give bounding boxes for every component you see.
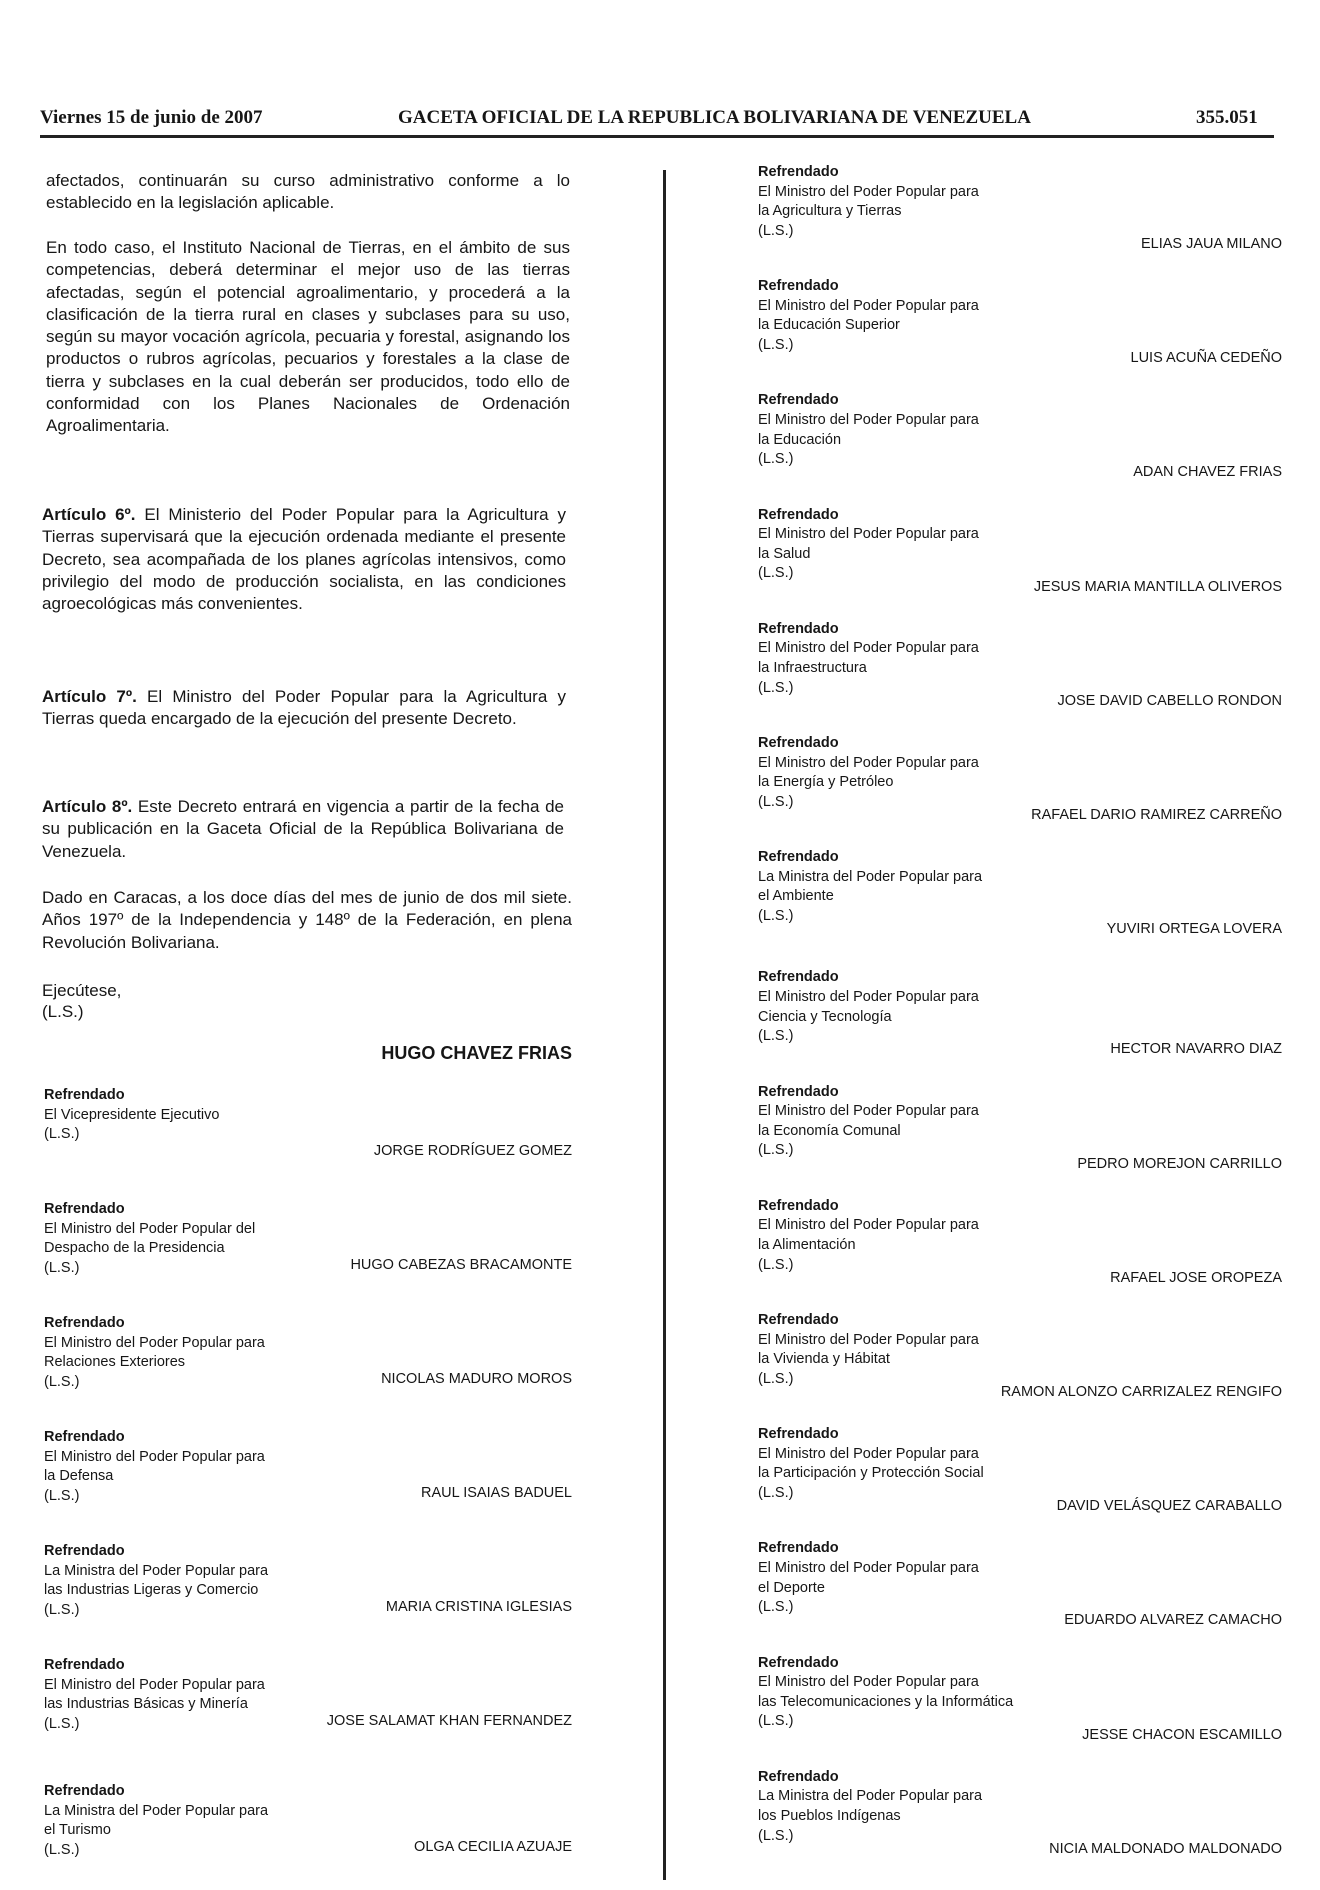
signatory-name: ADAN CHAVEZ FRIAS bbox=[1133, 464, 1282, 481]
header-title: GACETA OFICIAL DE LA REPUBLICA BOLIVARIANA DE VENEZUELA bbox=[398, 107, 1031, 128]
refrendo-block bbox=[44, 1656, 265, 1734]
signatory-name: NICIA MALDONADO MALDONADO bbox=[1049, 1840, 1282, 1857]
refrendado-label: Refrendado bbox=[758, 620, 839, 637]
minister-title-line: La Ministra del Poder Popular para bbox=[44, 1802, 269, 1819]
refrendado-label: Refrendado bbox=[758, 164, 839, 180]
seal-label: (L.S.) bbox=[758, 1484, 794, 1501]
minister-title-line: El Ministro del Poder Popular para bbox=[758, 754, 979, 771]
minister-title-line: El Ministro del Poder Popular para bbox=[758, 526, 979, 543]
minister-title-line: El Ministro del Poder Popular para bbox=[44, 1334, 265, 1351]
refrendo-block bbox=[758, 1311, 979, 1389]
minister-title-line: Ciencia y Tecnología bbox=[758, 1008, 892, 1025]
signatory-name: PEDRO MOREJON CARRILLO bbox=[1077, 1155, 1282, 1172]
refrendo-block bbox=[758, 277, 979, 355]
refrendado-label: Refrendado bbox=[758, 1654, 839, 1671]
header-rule bbox=[40, 135, 1274, 138]
seal-label: (L.S.) bbox=[758, 1599, 794, 1616]
refrendado-label: Refrendado bbox=[44, 1543, 125, 1559]
refrendado-label: Refrendado bbox=[758, 1768, 839, 1785]
signatory-name: RAMON ALONZO CARRIZALEZ RENGIFO bbox=[1000, 1384, 1282, 1400]
refrendo-block bbox=[44, 1200, 255, 1278]
minister-title-line: El Vicepresidente Ejecutivo bbox=[44, 1106, 220, 1123]
signatory-name: JORGE RODRÍGUEZ GOMEZ bbox=[373, 1143, 572, 1159]
minister-title-line: El Ministro del Poder Popular para bbox=[44, 1448, 265, 1465]
seal-label: (L.S.) bbox=[758, 1256, 794, 1273]
minister-title-line: los Pueblos Indígenas bbox=[758, 1807, 901, 1824]
minister-title-line: la Vivienda y Hábitat bbox=[758, 1351, 890, 1368]
minister-title-line: El Ministro del Poder Popular para bbox=[758, 1559, 979, 1576]
signatory-name: JOSE SALAMAT KHAN FERNANDEZ bbox=[326, 1713, 572, 1729]
minister-title-line: La Ministra del Poder Popular para bbox=[44, 1562, 269, 1579]
signatory-name: RAFAEL DARIO RAMIREZ CARREÑO bbox=[1031, 807, 1282, 823]
signatory-name: NICOLAS MADURO MOROS bbox=[381, 1371, 572, 1387]
minister-title-line: El Ministro del Poder Popular para bbox=[758, 1445, 979, 1462]
minister-title-line: El Ministro del Poder Popular para bbox=[758, 297, 979, 314]
minister-title-line: la Educación Superior bbox=[758, 317, 900, 334]
minister-title-line: la Infraestructura bbox=[758, 659, 867, 676]
refrendo-block bbox=[44, 1086, 219, 1145]
page-number: 355.051 bbox=[1196, 107, 1258, 128]
refrendo-block bbox=[758, 1654, 1013, 1732]
seal-label: (L.S.) bbox=[758, 1713, 794, 1730]
signatory-name: LUIS ACUÑA CEDEÑO bbox=[1130, 350, 1282, 367]
refrendo-block bbox=[44, 1542, 268, 1620]
header-date: Viernes 15 de junio de 2007 bbox=[40, 107, 263, 128]
refrendado-label: Refrendado bbox=[758, 849, 839, 866]
minister-title-line: Relaciones Exteriores bbox=[44, 1354, 186, 1371]
minister-title-line: El Ministro del Poder Popular para bbox=[758, 1331, 979, 1348]
minister-title-line: la Educación bbox=[758, 431, 842, 448]
minister-title-line: las Industrias Ligeras y Comercio bbox=[44, 1582, 259, 1599]
signatory-name: YUVIRI ORTEGA LOVERA bbox=[1106, 921, 1282, 938]
article-text: Este Decreto entrará en vigencia a partir de la fecha de su publicación en la Gaceta Oficial de la República Bolivariana de Venezuela. bbox=[42, 797, 564, 861]
minister-title-line: la Economía Comunal bbox=[758, 1122, 901, 1139]
refrendado-label: Refrendado bbox=[758, 278, 839, 295]
refrendado-label: Refrendado bbox=[44, 1315, 125, 1331]
refrendado-label: Refrendado bbox=[44, 1657, 125, 1673]
refrendado-label: Refrendado bbox=[758, 506, 839, 523]
president-name: HUGO CHAVEZ FRIAS bbox=[381, 1043, 572, 1063]
refrendo-block bbox=[44, 1782, 268, 1860]
minister-title-line: El Ministro del Poder Popular para bbox=[758, 183, 979, 200]
refrendo-block bbox=[758, 968, 979, 1046]
refrendo-block bbox=[758, 1425, 984, 1503]
minister-title-line: la Agricultura y Tierras bbox=[758, 203, 902, 220]
closing-paragraph: Dado en Caracas, a los doce días del mes de junio de dos mil siete. Años 197º de la Independencia y 148º de la Federación, en plena Revolución Bolivariana. bbox=[42, 888, 572, 952]
refrendo-block bbox=[758, 1539, 979, 1617]
seal-label: (L.S.) bbox=[44, 1841, 80, 1858]
refrendo-block bbox=[758, 163, 979, 241]
signatory-name: HECTOR NAVARRO DIAZ bbox=[1110, 1041, 1282, 1058]
refrendado-label: Refrendado bbox=[758, 392, 839, 409]
refrendado-label: Refrendado bbox=[758, 735, 839, 751]
minister-title-line: el Deporte bbox=[758, 1579, 825, 1596]
seal-label: (L.S.) bbox=[44, 1259, 80, 1276]
signatory-name: EDUARDO ALVAREZ CAMACHO bbox=[1064, 1612, 1282, 1629]
seal-label: (L.S.) bbox=[44, 1715, 80, 1732]
president-seal: (L.S.) bbox=[42, 1002, 84, 1021]
article-heading: Artículo 8º. bbox=[42, 797, 133, 816]
intro-paragraph-1: afectados, continuarán su curso administrativo conforme a lo establecido en la legislación aplicable. bbox=[46, 171, 570, 213]
refrendo-block bbox=[758, 506, 979, 584]
article-7 bbox=[42, 686, 566, 731]
minister-title-line: El Ministro del Poder Popular para bbox=[758, 640, 979, 657]
refrendo-block bbox=[44, 1314, 265, 1392]
minister-title-line: La Ministra del Poder Popular para bbox=[758, 1788, 983, 1805]
seal-label: (L.S.) bbox=[758, 1028, 794, 1045]
minister-title-line: El Ministro del Poder Popular para bbox=[758, 1103, 979, 1120]
minister-title-line: el Turismo bbox=[44, 1822, 111, 1839]
refrendado-label: Refrendado bbox=[44, 1087, 125, 1103]
seal-label: (L.S.) bbox=[758, 793, 794, 810]
minister-title-line: la Alimentación bbox=[758, 1236, 856, 1253]
refrendado-label: Refrendado bbox=[758, 1540, 839, 1557]
signatory-name: HUGO CABEZAS BRACAMONTE bbox=[350, 1257, 572, 1273]
seal-label: (L.S.) bbox=[44, 1601, 80, 1618]
signatory-name: JOSE DAVID CABELLO RONDON bbox=[1057, 692, 1282, 709]
signatory-name: DAVID VELÁSQUEZ CARABALLO bbox=[1056, 1498, 1282, 1515]
minister-title-line: El Ministro del Poder Popular para bbox=[758, 988, 979, 1005]
minister-title-line: la Participación y Protección Social bbox=[758, 1465, 984, 1482]
seal-label: (L.S.) bbox=[758, 336, 794, 353]
seal-label: (L.S.) bbox=[44, 1487, 80, 1504]
minister-title-line: las Industrias Básicas y Minería bbox=[44, 1696, 248, 1713]
seal-label: (L.S.) bbox=[758, 451, 794, 468]
article-8 bbox=[42, 796, 564, 863]
refrendado-label: Refrendado bbox=[44, 1201, 125, 1217]
signatory-name: MARIA CRISTINA IGLESIAS bbox=[385, 1599, 572, 1615]
refrendo-block bbox=[758, 1768, 982, 1846]
seal-label: (L.S.) bbox=[758, 679, 794, 696]
refrendado-label: Refrendado bbox=[758, 969, 839, 986]
article-6 bbox=[42, 504, 566, 615]
execute-text: Ejecútese, bbox=[42, 981, 122, 1000]
minister-title-line: la Defensa bbox=[44, 1468, 114, 1485]
minister-title-line: La Ministra del Poder Popular para bbox=[758, 868, 983, 885]
seal-label: (L.S.) bbox=[44, 1126, 80, 1143]
article-heading: Artículo 6º. bbox=[42, 505, 136, 524]
minister-title-line: El Ministro del Poder Popular para bbox=[758, 411, 979, 428]
minister-title-line: El Ministro del Poder Popular para bbox=[758, 1217, 979, 1234]
refrendo-block bbox=[758, 391, 979, 469]
refrendo-block bbox=[44, 1428, 265, 1506]
refrendado-label: Refrendado bbox=[758, 1197, 839, 1214]
minister-title-line: la Energía y Petróleo bbox=[758, 774, 894, 791]
seal-label: (L.S.) bbox=[758, 1142, 794, 1159]
seal-label: (L.S.) bbox=[758, 565, 794, 582]
article-text: El Ministerio del Poder Popular para la Agricultura y Tierras supervisará que la ejecución ordenada mediante el presente Decreto, sea acompañada de los planes agrícolas intensivos, como privilegio del modo de producción socialista, en las condiciones agroecológicas más convenientes. bbox=[42, 505, 566, 614]
signatory-name: OLGA CECILIA AZUAJE bbox=[414, 1839, 572, 1855]
refrendado-label: Refrendado bbox=[758, 1312, 839, 1328]
refrendo-block bbox=[758, 1083, 979, 1161]
refrendado-label: Refrendado bbox=[758, 1083, 839, 1100]
signatory-name: JESUS MARIA MANTILLA OLIVEROS bbox=[1033, 578, 1282, 595]
signatory-name: ELIAS JAUA MILANO bbox=[1140, 236, 1282, 252]
refrendado-label: Refrendado bbox=[44, 1429, 125, 1445]
minister-title-line: Despacho de la Presidencia bbox=[44, 1240, 225, 1257]
refrendado-label: Refrendado bbox=[44, 1783, 125, 1799]
seal-label: (L.S.) bbox=[758, 1370, 794, 1387]
minister-title-line: las Telecomunicaciones y la Informática bbox=[758, 1693, 1014, 1710]
refrendo-block bbox=[758, 734, 979, 812]
minister-title-line: El Ministro del Poder Popular para bbox=[758, 1674, 979, 1691]
minister-title-line: la Salud bbox=[758, 545, 811, 562]
minister-title-line: el Ambiente bbox=[758, 888, 834, 905]
article-heading: Artículo 7º. bbox=[42, 687, 137, 706]
minister-title-line: El Ministro del Poder Popular del bbox=[44, 1220, 256, 1237]
seal-label: (L.S.) bbox=[758, 222, 794, 239]
refrendo-block bbox=[758, 848, 982, 926]
seal-label: (L.S.) bbox=[758, 1827, 794, 1844]
signatory-name: RAFAEL JOSE OROPEZA bbox=[1110, 1269, 1282, 1286]
refrendo-block bbox=[758, 1197, 979, 1275]
signatory-name: RAUL ISAIAS BADUEL bbox=[421, 1485, 572, 1501]
minister-title-line: El Ministro del Poder Popular para bbox=[44, 1676, 265, 1693]
signatory-name: JESSE CHACON ESCAMILLO bbox=[1082, 1726, 1282, 1743]
refrendo-block bbox=[758, 620, 979, 698]
seal-label: (L.S.) bbox=[758, 907, 794, 924]
article-text: El Ministro del Poder Popular para la Agricultura y Tierras queda encargado de la ejecución del presente Decreto. bbox=[42, 687, 566, 729]
column-divider bbox=[663, 170, 666, 1880]
refrendado-label: Refrendado bbox=[758, 1426, 839, 1443]
seal-label: (L.S.) bbox=[44, 1373, 80, 1390]
intro-paragraph-2: En todo caso, el Instituto Nacional de Tierras, en el ámbito de sus competencias, deberá determinar el mejor uso de las tierras afectadas, según el potencial agroalimentario, y procederá a la clasificación de la tierra rural en clases y subclases para su uso, según su mayor vocación agrícola, pecuaria y forestal, asignando los productos o rubros agrícolas, pecuarios y forestales a la clase de tierra y subclases en la cual deberán ser producidos, todo ello de conformidad con los Planes Nacionales de Ordenación Agroalimentaria. bbox=[46, 238, 570, 436]
